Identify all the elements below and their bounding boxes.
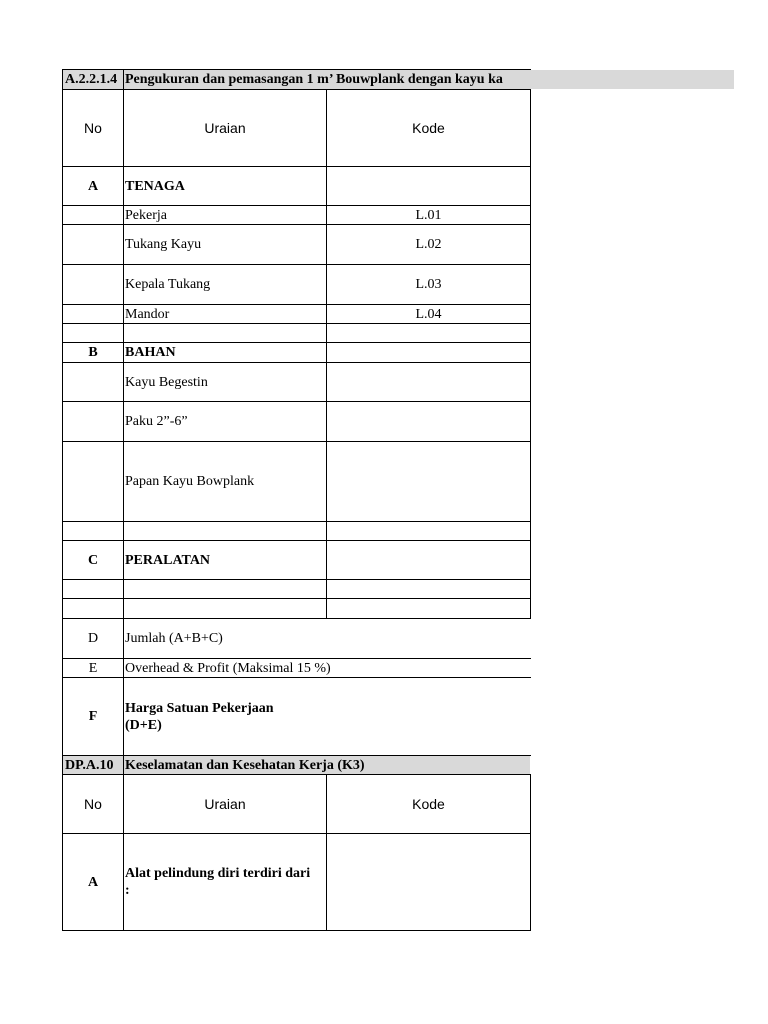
row-uraian: Pekerja (125, 207, 167, 223)
row-no (63, 599, 123, 618)
row-no (63, 324, 123, 342)
grid-line (530, 89, 531, 619)
row-uraian-line: Alat pelindung diri terdiri dari (125, 866, 311, 881)
row-kode (327, 442, 530, 521)
row-kode (327, 541, 530, 579)
row-uraian (124, 324, 326, 342)
row-kode (327, 402, 530, 441)
row-uraian: Tukang Kayu (125, 237, 202, 252)
row-kode (327, 834, 530, 930)
row-kode (327, 343, 530, 362)
row-no (63, 522, 123, 540)
summary-text: Jumlah (A+B+C) (125, 631, 223, 646)
summary-no: D (87, 631, 99, 646)
row-kode: L.04 (415, 306, 442, 322)
row-no (63, 580, 123, 598)
row-kode (327, 580, 530, 598)
row-uraian (124, 522, 326, 540)
row-no: A (87, 874, 99, 890)
summary-text: Overhead & Profit (Maksimal 15 %) (125, 660, 331, 676)
row-no (63, 265, 123, 304)
row-kode: L.03 (415, 277, 442, 292)
row-uraian: BAHAN (125, 345, 176, 360)
row-kode (327, 167, 530, 205)
summary-text-line: (D+E) (125, 717, 162, 733)
row-no: B (88, 345, 98, 360)
row-kode: L.01 (415, 207, 442, 223)
row-kode: L.02 (415, 237, 442, 252)
row-uraian: Mandor (125, 306, 170, 322)
row-kode (327, 599, 530, 618)
column-header-uraian: Uraian (204, 795, 246, 812)
summary-text (124, 678, 530, 755)
row-no (63, 363, 123, 401)
row-uraian-line: : (125, 883, 130, 898)
row-uraian (124, 834, 326, 930)
row-uraian: Papan Kayu Bowplank (125, 474, 255, 489)
section1-code: A.2.2.1.4 (65, 72, 118, 87)
row-uraian: TENAGA (125, 178, 185, 194)
row-uraian: Paku 2”-6” (125, 414, 188, 429)
row-uraian (124, 599, 326, 618)
summary-no: F (88, 709, 98, 724)
grid-line (530, 774, 531, 931)
section1-title: Pengukuran dan pemasangan 1 m’ Bouwplank dengan kayu ka (125, 72, 503, 87)
row-no (63, 402, 123, 441)
row-uraian: Kepala Tukang (125, 277, 211, 292)
row-no (63, 225, 123, 264)
row-no (63, 206, 123, 224)
column-header-kode: Kode (412, 795, 445, 812)
column-header-kode: Kode (412, 119, 445, 136)
row-kode (327, 522, 530, 540)
section2-code: DP.A.10 (65, 757, 114, 773)
column-header-no: No (84, 119, 102, 136)
summary-no: E (88, 660, 98, 676)
row-kode (327, 363, 530, 401)
section2-title: Keselamatan dan Kesehatan Kerja (K3) (125, 757, 365, 773)
grid-line (62, 930, 531, 931)
column-header-no: No (84, 795, 102, 812)
row-kode (327, 324, 530, 342)
row-uraian: PERALATAN (125, 552, 211, 568)
summary-text-line: Harga Satuan Pekerjaan (125, 700, 274, 716)
row-uraian: Kayu Begestin (125, 374, 208, 390)
column-header-uraian: Uraian (204, 119, 246, 136)
row-no (63, 305, 123, 323)
row-uraian (124, 580, 326, 598)
row-no: C (87, 552, 99, 568)
row-no (63, 442, 123, 521)
row-no: A (87, 178, 99, 194)
